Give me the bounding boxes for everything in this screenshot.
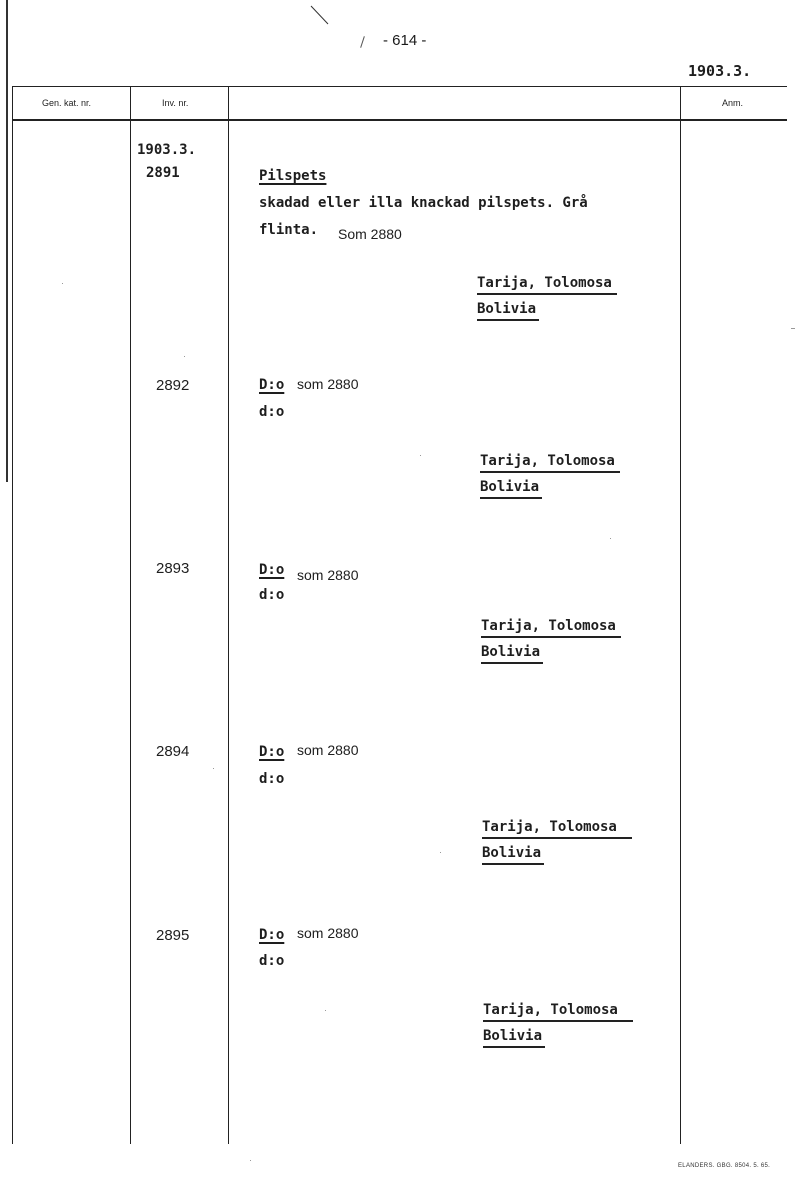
entry-description-cont: flinta. [259, 222, 319, 238]
place-underline [482, 837, 632, 839]
country-underline [483, 1046, 545, 1048]
binding-margin-line [6, 0, 8, 482]
column-header-gen-kat: Gen. kat. nr. [42, 98, 92, 108]
scan-speck [325, 1010, 326, 1011]
entry-inv-number: 2891 [146, 165, 180, 181]
entry-dito: D:o [259, 377, 285, 393]
country-underline [480, 497, 542, 499]
scan-speck [62, 283, 63, 284]
entry-place: Tarija, Tolomosa [483, 1002, 618, 1018]
header-top-line [12, 86, 787, 87]
column-header-inv: Inv. nr. [162, 98, 189, 108]
place-underline [480, 471, 620, 473]
entry-place: Tarija, Tolomosa [481, 618, 616, 634]
place-underline [483, 1020, 633, 1022]
entry-inv-number: 2893 [156, 560, 190, 577]
entry-country: Bolivia [482, 845, 542, 861]
entry-title: Pilspets [259, 168, 327, 184]
place-underline [477, 293, 617, 295]
scan-speck [440, 852, 441, 853]
printer-imprint: ELANDERS. GBG. 8504. 5. 65. [678, 1163, 771, 1169]
entry-description: skadad eller illa knackad pilspets. Grå [259, 195, 588, 211]
entry-country: Bolivia [483, 1028, 543, 1044]
entry-dito-lower: d:o [259, 404, 285, 420]
scan-speck [250, 1160, 251, 1161]
entry-reference: som 2880 [297, 567, 359, 583]
entry-dito: D:o [259, 927, 285, 943]
col-divider-desc [680, 86, 681, 1144]
entry-place: Tarija, Tolomosa [480, 453, 615, 469]
column-header-anm: Anm. [722, 98, 744, 108]
entry-inv-number: 2892 [156, 377, 190, 394]
entry-country: Bolivia [480, 479, 540, 495]
place-underline [481, 636, 621, 638]
col-divider-gen [130, 86, 131, 1144]
entry-reference: som 2880 [297, 376, 359, 392]
entry-reference: som 2880 [297, 925, 359, 941]
col-divider-inv [228, 86, 229, 1144]
country-underline [481, 662, 543, 664]
entry-inv-number: 2894 [156, 743, 190, 760]
entry-country: Bolivia [477, 301, 537, 317]
entry-inv-number: 2895 [156, 927, 190, 944]
entry-reference: Som 2880 [338, 226, 402, 242]
entry-place: Tarija, Tolomosa [482, 819, 617, 835]
scan-speck [420, 455, 421, 456]
header-bottom-line [12, 119, 787, 121]
entry-dito: D:o [259, 562, 285, 578]
page-number: - 614 - [383, 32, 427, 49]
pencil-slash [360, 36, 365, 48]
col-divider-left [12, 86, 13, 1144]
scan-speck [610, 538, 611, 539]
entry-dito-lower: d:o [259, 587, 285, 603]
year-header: 1903.3. [688, 62, 752, 80]
entry-country: Bolivia [481, 644, 541, 660]
entry-dito-lower: d:o [259, 953, 285, 969]
scan-speck [213, 768, 214, 769]
entry-year: 1903.3. [137, 142, 197, 158]
entry-place: Tarija, Tolomosa [477, 275, 612, 291]
entry-dito: D:o [259, 744, 285, 760]
entry-reference: som 2880 [297, 742, 359, 758]
scan-speck [184, 356, 185, 357]
scan-speck [791, 328, 795, 329]
country-underline [477, 319, 539, 321]
pen-mark [308, 4, 332, 26]
entry-dito-lower: d:o [259, 771, 285, 787]
country-underline [482, 863, 544, 865]
